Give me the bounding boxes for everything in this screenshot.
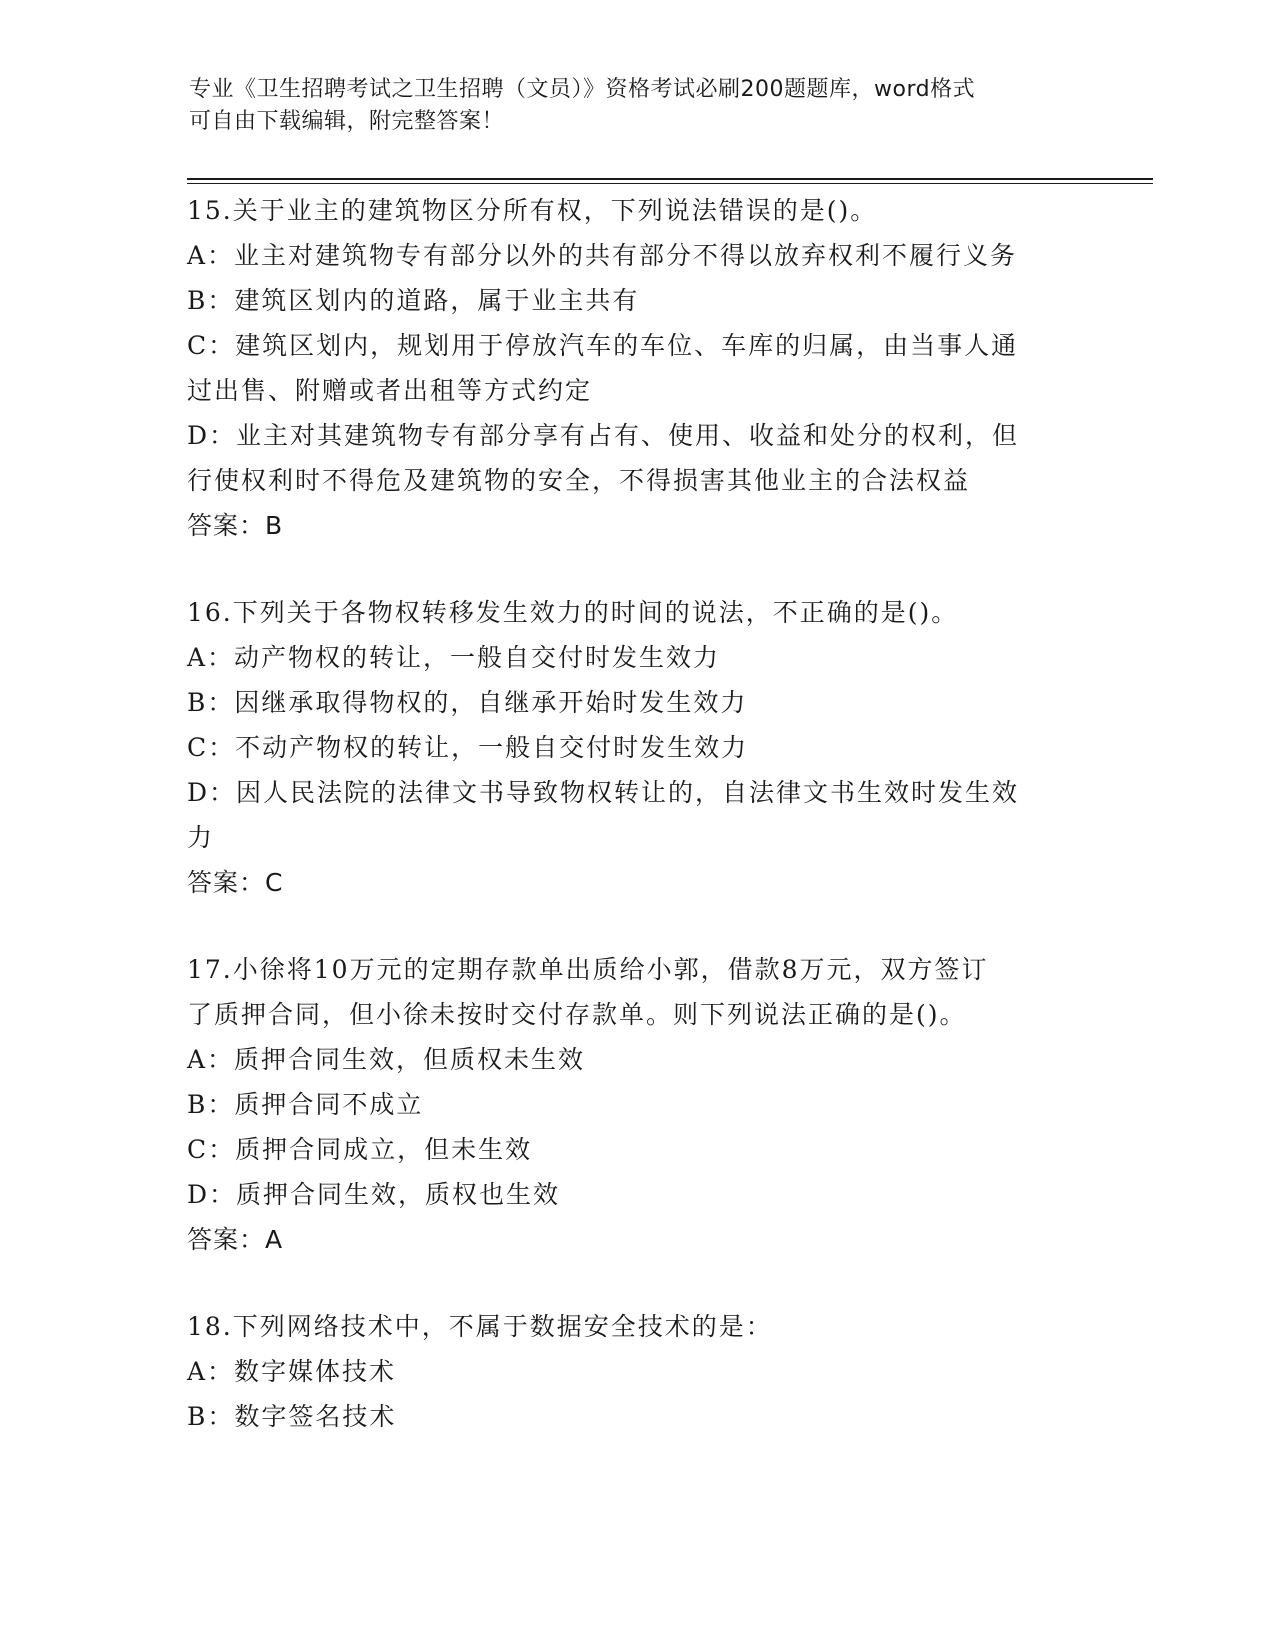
header-title-line-2: 可自由下载编辑，附完整答案！	[189, 109, 505, 134]
option-b: B：因继承取得物权的，自继承开始时发生效力	[187, 688, 748, 717]
document-header	[189, 74, 1069, 138]
option-c: C：质押合同成立，但未生效	[187, 1135, 533, 1164]
question-stem: 15.关于业主的建筑物区分所有权，下列说法错误的是()。	[187, 196, 878, 225]
option-b: B：数字签名技术	[187, 1402, 397, 1431]
question-16	[187, 590, 1087, 906]
option-a: A：数字媒体技术	[187, 1357, 397, 1386]
option-a: A：质押合同生效，但质权未生效	[187, 1045, 586, 1074]
option-d: D：业主对其建筑物专有部分享有占有、使用、收益和处分的权利，但	[187, 421, 1020, 450]
option-d: D：因人民法院的法律文书导致物权转让的，自法律文书生效时发生效	[187, 778, 1020, 807]
header-divider-thick	[187, 178, 1153, 180]
answer-label: 答案：C	[187, 868, 284, 897]
question-stem: 18.下列网络技术中，不属于数据安全技术的是：	[187, 1312, 773, 1341]
option-c-continued: 过出售、附赠或者出租等方式约定	[187, 376, 593, 405]
question-15	[187, 188, 1087, 549]
question-stem: 17.小徐将10万元的定期存款单出质给小郭，借款8万元，双方签订	[187, 955, 989, 984]
option-b: B：质押合同不成立	[187, 1090, 424, 1119]
option-c: C：建筑区划内，规划用于停放汽车的车位、车库的归属，由当事人通	[187, 331, 1019, 360]
question-18	[187, 1304, 1087, 1439]
question-list	[187, 188, 1087, 1480]
option-d-continued: 行使权利时不得危及建筑物的安全，不得损害其他业主的合法权益	[187, 466, 971, 495]
header-title-line-1: 专业《卫生招聘考试之卫生招聘（文员）》资格考试必刷200题题库，word格式	[189, 77, 976, 102]
answer-label: 答案：B	[187, 511, 284, 540]
option-a: A：业主对建筑物专有部分以外的共有部分不得以放弃权利不履行义务	[187, 241, 1018, 270]
header-divider-thin	[187, 183, 1153, 184]
option-c: C：不动产物权的转让，一般自交付时发生效力	[187, 733, 749, 762]
answer-label: 答案：A	[187, 1225, 284, 1254]
option-b: B：建筑区划内的道路，属于业主共有	[187, 286, 640, 315]
option-d-continued: 力	[187, 823, 215, 852]
option-d: D：质押合同生效，质权也生效	[187, 1180, 561, 1209]
question-stem: 16.下列关于各物权转移发生效力的时间的说法，不正确的是()。	[187, 598, 959, 627]
option-a: A：动产物权的转让，一般自交付时发生效力	[187, 643, 721, 672]
question-stem-continued: 了质押合同，但小徐未按时交付存款单。则下列说法正确的是()。	[187, 1000, 967, 1029]
question-17	[187, 947, 1087, 1263]
